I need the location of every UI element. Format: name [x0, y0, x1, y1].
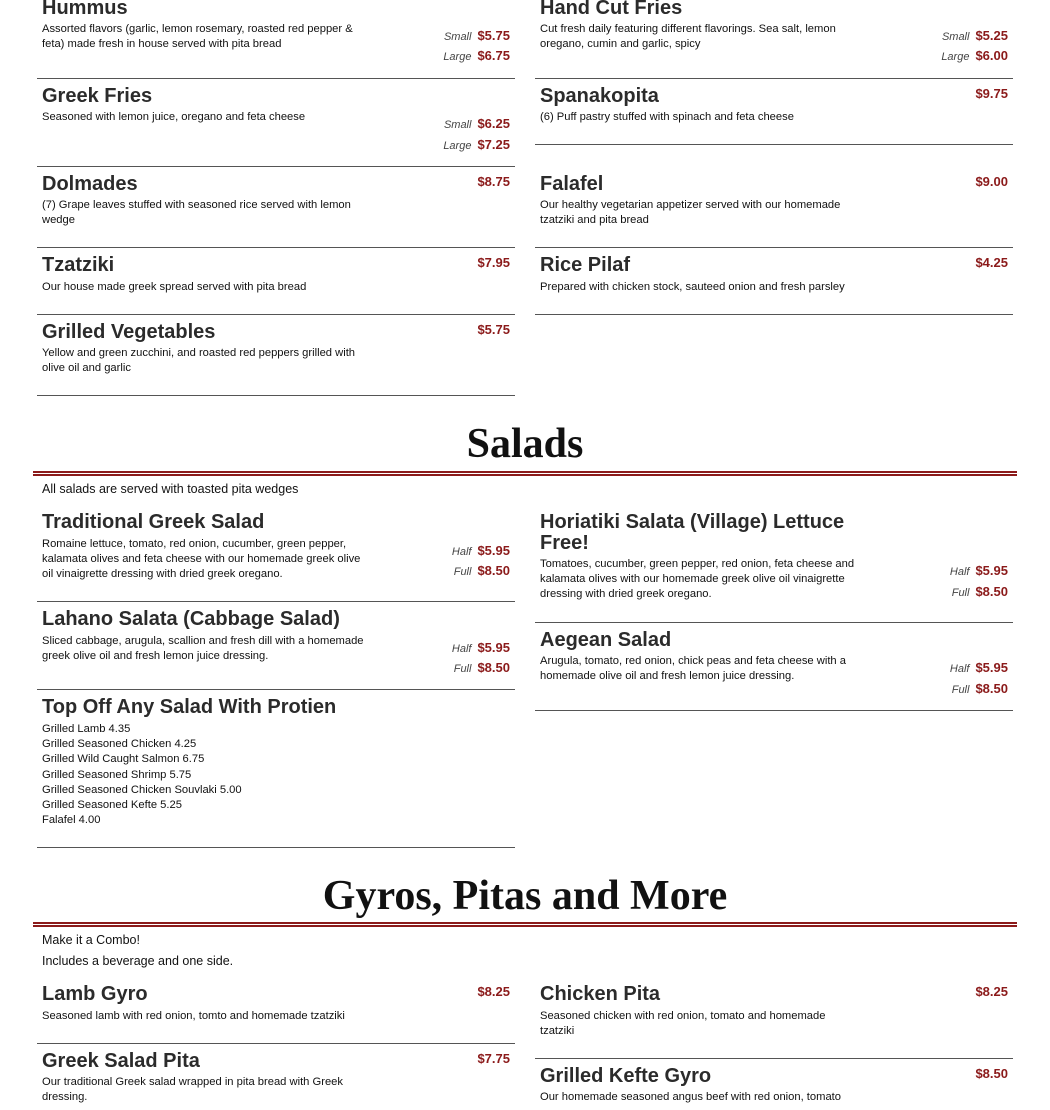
menu-item-spanakopita [535, 79, 1013, 145]
item-name: Lahano Salata (Cabbage Salad) [42, 608, 340, 630]
section-divider [33, 922, 1017, 927]
item-description: Cut fresh daily featuring different flavorings. Sea salt, lemon oregano, cumin and garlic, spicy [540, 23, 836, 51]
protein-line: Grilled Lamb 4.35 [42, 723, 131, 735]
price-full: Full $8.50 [453, 660, 510, 675]
price-small: Small $5.25 [941, 28, 1008, 43]
item-name: Top Off Any Salad With Protien [42, 696, 337, 718]
price-large: Large $6.75 [443, 48, 510, 63]
item-name: Hand Cut Fries [540, 0, 683, 19]
item-description: Sliced cabbage, arugula, scallion and fresh dill with a homemade greek olive oil and fresh lemon juice dressing. [42, 635, 364, 663]
menu-item-lahano-salata [37, 602, 515, 690]
item-description: Our traditional Greek salad wrapped in pita bread with Greek dressing. [42, 1076, 343, 1104]
item-name: Greek Fries [42, 85, 153, 107]
menu-item-greek-fries [37, 79, 515, 167]
item-description: Romaine lettuce, tomato, red onion, cucumber, green pepper, kalamata olives and feta cheese with our homemade greek olive oil vinaigrette dressing with dried greek oregano. [42, 538, 361, 581]
item-name: Chicken Pita [540, 983, 661, 1005]
menu-item-lamb-gyro [37, 975, 515, 1044]
menu-item-tzatziki [37, 248, 515, 315]
item-name: Rice Pilaf [540, 254, 631, 276]
price-half: Half $5.95 [451, 543, 510, 558]
item-price: $8.25 [975, 984, 1008, 999]
menu-item-horiatiki-salata [535, 502, 1013, 623]
protein-line: Falafel 4.00 [42, 814, 101, 827]
section-heading-gyros: Gyros, Pitas and More [322, 873, 728, 919]
item-description: Seasoned with lemon juice, oregano and feta cheese [42, 111, 306, 123]
price-large: Large $6.00 [941, 48, 1008, 63]
price-half: Half $5.95 [949, 660, 1008, 675]
menu-item-aegean-salad [535, 623, 1013, 711]
item-name: Greek Salad Pita [42, 1050, 200, 1072]
protein-line: Grilled Seasoned Kefte 5.25 [42, 799, 182, 812]
section-divider [33, 471, 1017, 476]
price-half: Half $5.95 [451, 640, 510, 655]
item-name: Falafel [540, 173, 604, 195]
protein-line: Grilled Seasoned Shrimp 5.75 [42, 768, 192, 781]
price-full: Full $8.50 [453, 563, 510, 578]
item-description: Our house made greek spread served with pita bread [42, 281, 307, 293]
menu-item-dolmades [37, 167, 515, 248]
item-price: $9.75 [975, 86, 1008, 101]
item-price: $9.00 [975, 174, 1008, 189]
item-name: Grilled Vegetables [42, 321, 216, 343]
item-price: $7.75 [477, 1051, 510, 1066]
item-description: Arugula, tomato, red onion, chick peas and feta cheese with a homemade olive oil and fresh lemon juice dressing. [540, 655, 846, 683]
section-note: All salads are served with toasted pita wedges [42, 482, 299, 496]
section-heading-salads: Salads [466, 421, 584, 467]
item-price: $7.95 [477, 255, 510, 270]
item-description: Seasoned chicken with red onion, tomato and homemade tzatziki [540, 1010, 826, 1038]
menu-item-chicken-pita [535, 975, 1013, 1059]
price-half: Half $5.95 [949, 563, 1008, 578]
price-small: Small $6.25 [443, 116, 510, 131]
item-price: $8.50 [975, 1066, 1008, 1081]
menu-item-protein-addons [37, 690, 515, 848]
menu-item-traditional-greek-salad [37, 502, 515, 602]
price-full: Full $8.50 [951, 681, 1008, 696]
protein-line: Grilled Seasoned Chicken 4.25 [42, 738, 197, 751]
item-description: Our homemade seasoned angus beef with red onion, tomato [540, 1091, 842, 1103]
item-name: Aegean Salad [540, 629, 672, 651]
item-name: Traditional Greek Salad [42, 511, 265, 533]
item-description: (7) Grape leaves stuffed with seasoned rice served with lemon wedge [42, 199, 351, 227]
item-name: Hummus [42, 0, 128, 19]
menu-item-hummus [37, 0, 515, 79]
protein-line: Grilled Wild Caught Salmon 6.75 [42, 753, 205, 766]
item-name: Dolmades [42, 173, 138, 195]
item-price: $8.25 [477, 984, 510, 999]
menu-item-hand-cut-fries [535, 0, 1013, 79]
item-description: Prepared with chicken stock, sauteed onion and fresh parsley [540, 281, 845, 293]
menu-item-grilled-kefte-gyro [535, 1059, 1013, 1109]
item-price: $5.75 [477, 322, 510, 337]
item-description: Seasoned lamb with red onion, tomto and homemade tzatziki [42, 1010, 345, 1022]
item-name: Lamb Gyro [42, 983, 148, 1005]
item-price: $8.75 [477, 174, 510, 189]
item-price: $4.25 [975, 255, 1008, 270]
menu-item-rice-pilaf [535, 248, 1013, 315]
menu-item-falafel [535, 167, 1013, 248]
item-description: (6) Puff pastry stuffed with spinach and feta cheese [540, 111, 794, 123]
item-description: Tomatoes, cucumber, green pepper, red onion, feta cheese and kalamata olives with our homemade greek olive oil vinaigrette dressing with dried greek oregano. [540, 558, 855, 601]
menu-item-greek-salad-pita [37, 1044, 515, 1110]
section-note-includes: Includes a beverage and one side. [42, 954, 234, 968]
protein-line: Grilled Seasoned Chicken Souvlaki 5.00 [42, 783, 242, 796]
item-description: Our healthy vegetarian appetizer served with our homemade tzatziki and pita bread [540, 199, 841, 227]
item-name: Grilled Kefte Gyro [540, 1065, 712, 1087]
protein-list [42, 722, 242, 828]
item-description: Yellow and green zucchini, and roasted red peppers grilled with olive oil and garlic [42, 347, 356, 375]
item-name: Tzatziki [42, 254, 115, 276]
menu-item-grilled-vegetables [37, 315, 515, 396]
price-small: Small $5.75 [443, 28, 510, 43]
item-name: Spanakopita [540, 85, 659, 107]
item-name: Horiatiki Salata (Village) Lettuce Free! [540, 511, 845, 554]
section-note-combo: Make it a Combo! [42, 933, 140, 947]
price-large: Large $7.25 [443, 137, 510, 152]
item-description: Assorted flavors (garlic, lemon rosemary, roasted red pepper & feta) made fresh in house served with pita bread [42, 23, 353, 51]
price-full: Full $8.50 [951, 584, 1008, 599]
